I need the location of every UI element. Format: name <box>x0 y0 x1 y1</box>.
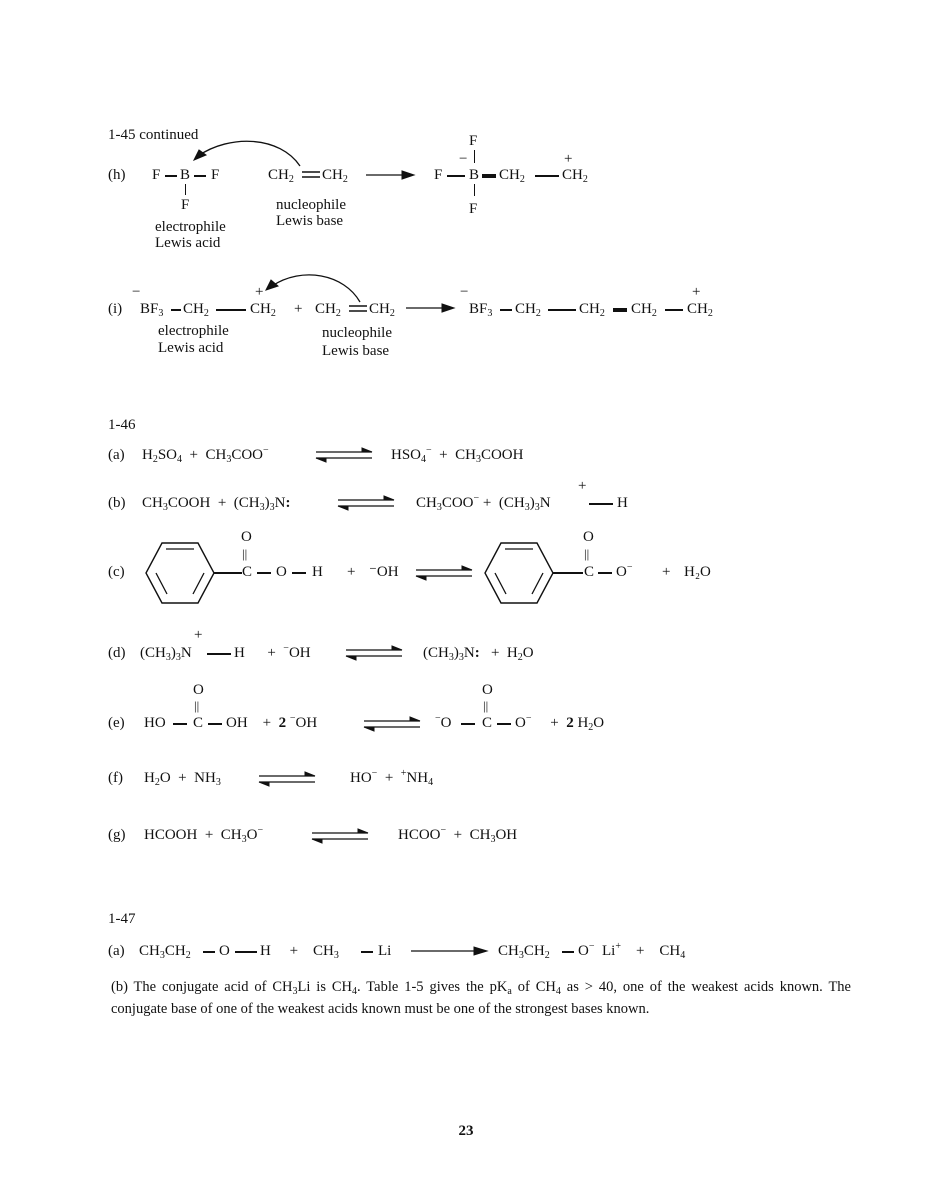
reaction-arrow-icon <box>366 170 414 180</box>
label-i: (i) <box>108 301 123 317</box>
role-electrophile: electrophile <box>158 323 229 339</box>
label-d: (d) <box>108 645 126 661</box>
equilibrium-arrow-icon <box>259 772 315 786</box>
role-lewis-base: Lewis base <box>322 343 390 359</box>
eq-f-products: $HO^- + ^+NH_4$ <box>350 768 434 788</box>
eq-a-products: $HSO_4^-$ + $CH_3COOH$ <box>391 445 524 465</box>
eq-d-reactants: $(CH_3)_3N$ <box>140 645 192 663</box>
eq-a-reactants: $H_2SO_4 + CH_3COO^-$ <box>142 445 269 465</box>
eq-e-products: −O <box>435 713 452 731</box>
eq-b-products: $CH_3COO^- + (CH_3)_3N$ <box>416 493 551 513</box>
reaction-arrow-icon <box>406 303 454 313</box>
eq-g-reactants: HCOOH + $CH_3O^-$ <box>144 825 264 845</box>
role-lewis-acid: Lewis acid <box>158 340 224 356</box>
eq-d-products: $(CH_3)_3N$: + $H_2O$ <box>423 645 534 663</box>
label-h: (h) <box>108 167 126 183</box>
label-a-147: (a) <box>108 943 125 959</box>
reaction-arrow-icon <box>411 946 487 956</box>
section-heading-1-45: 1-45 continued <box>108 127 199 143</box>
equilibrium-arrow-icon <box>338 496 394 510</box>
label-f: (f) <box>108 770 123 786</box>
role-lewis-base: Lewis base <box>276 213 344 229</box>
eq-147-products: $CH_3CH_2$ <box>498 943 550 961</box>
equilibrium-arrow-icon <box>364 717 420 731</box>
answer-paragraph-b: (b) The conjugate acid of $CH_3Li$ is $CH_4$. Table 1-5 gives the $pK_a$ of $CH_4$ as > 40, one of the weakest acids known. The conjugate base of one of the weakest acids known must be one of the strongest bases known. <box>111 979 851 1017</box>
benzene-ring-icon <box>145 541 215 605</box>
eq-b-reactants: $CH_3COOH + (CH_3)_3N$: <box>142 495 291 513</box>
equilibrium-arrow-icon <box>416 566 472 580</box>
label-b: (b) <box>108 495 126 511</box>
equilibrium-arrow-icon <box>312 829 368 843</box>
page-number: 23 <box>458 1123 474 1139</box>
role-nucleophile: nucleophile <box>276 197 346 213</box>
equilibrium-arrow-icon <box>346 646 402 660</box>
label-g: (g) <box>108 827 126 843</box>
curved-arrow-icon <box>190 136 310 176</box>
section-heading-1-47: 1-47 <box>108 911 136 927</box>
equilibrium-arrow-icon <box>316 448 372 462</box>
label-a: (a) <box>108 447 125 463</box>
role-nucleophile: nucleophile <box>322 325 392 341</box>
eq-g-products: HCOO− + $CH_3OH$ <box>398 825 518 845</box>
eq-147-reactants: $CH_3CH_2$ <box>139 943 191 961</box>
label-c: (c) <box>108 564 125 580</box>
section-heading-1-46: 1-46 <box>108 417 136 433</box>
eq-f-reactants: $H_2O + NH_3$ <box>144 770 221 788</box>
label-e: (e) <box>108 715 125 731</box>
role-electrophile: electrophile <box>155 219 226 235</box>
eq-e-reactants: HO <box>144 715 166 731</box>
benzene-ring-icon <box>484 541 554 605</box>
curved-arrow-icon <box>262 272 372 308</box>
role-lewis-acid: Lewis acid <box>155 235 221 251</box>
